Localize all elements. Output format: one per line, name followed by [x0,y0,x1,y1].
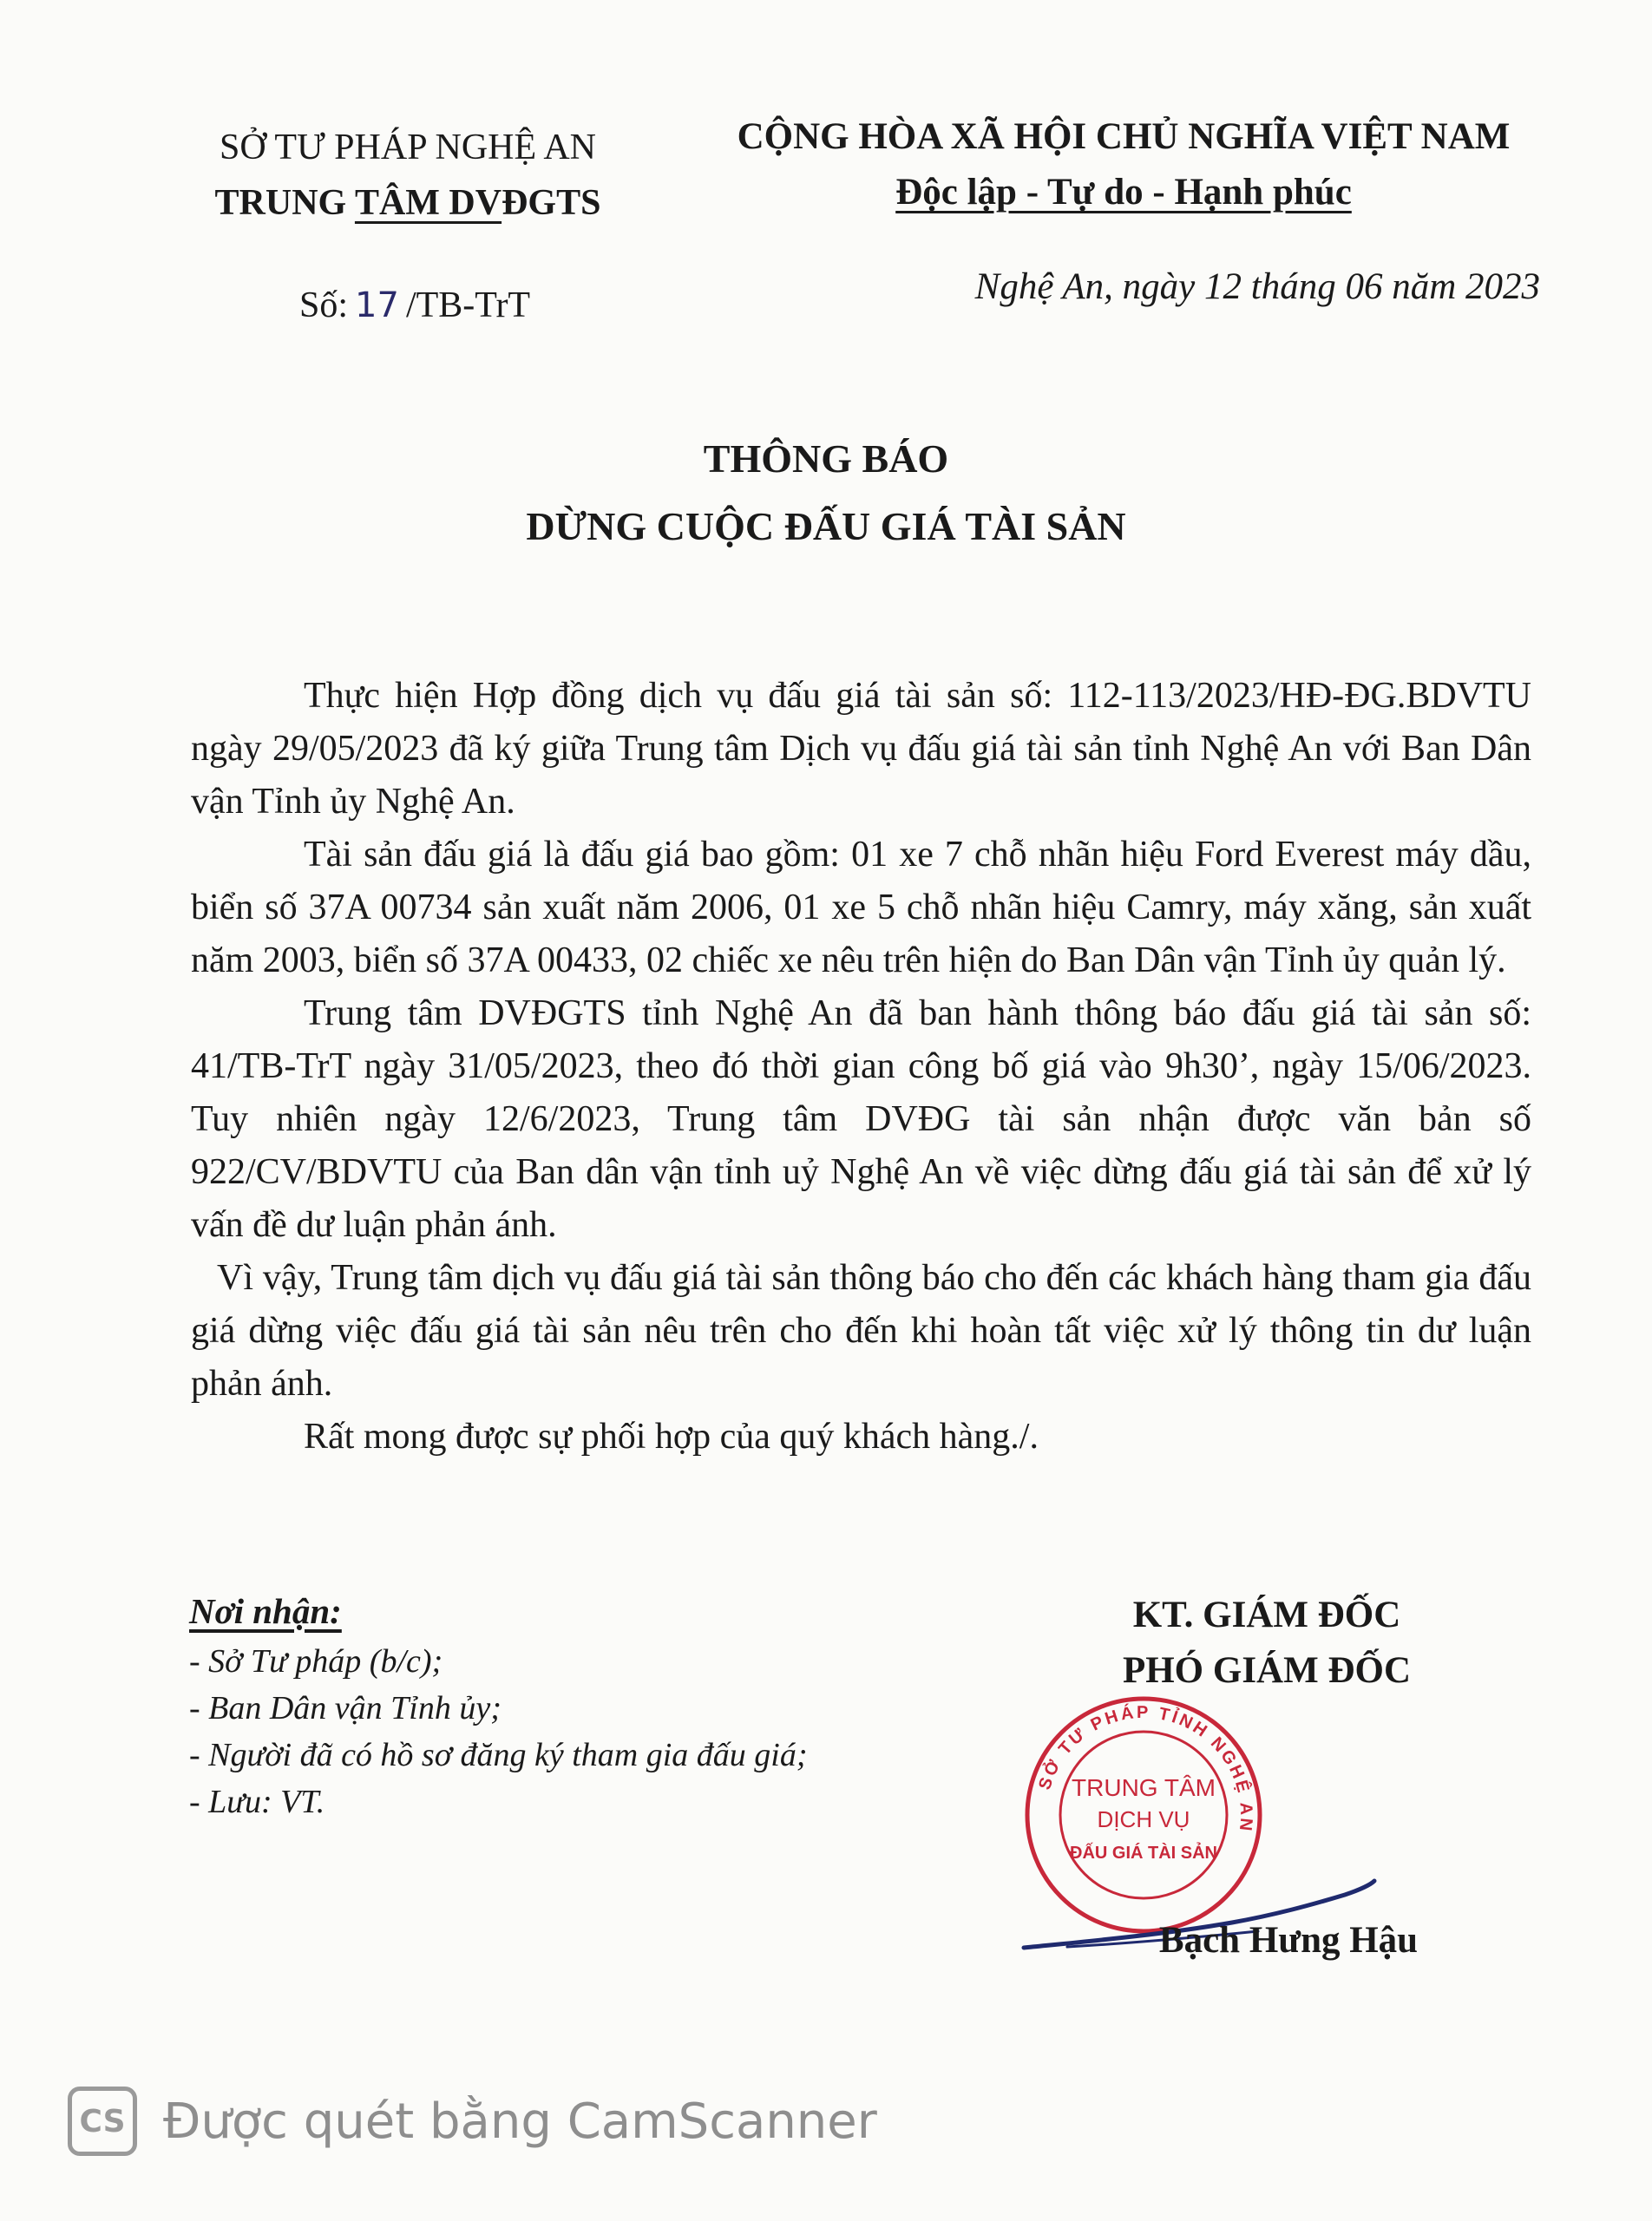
national-header [720,109,1527,220]
title-line-1: THÔNG BÁO [703,436,949,481]
body-paragraph: Rất mong được sự phối hợp của quý khách hàng./. [304,1417,1039,1457]
issuing-organization [139,120,677,231]
signer-name: Bạch Hưng Hậu [1158,1920,1419,1961]
seal-line-1: TRUNG TÂM [1072,1774,1216,1801]
recipient-item: - Lưu: VT. [189,1784,325,1820]
signature-title [1006,1588,1527,1699]
body-paragraph: Vì vậy, Trung tâm dịch vụ đấu giá tài sản thông báo cho đến các khách hàng tham gia đấu giá dừng việc đấu giá tài sản nêu trên cho đến khi hoàn tất việc xử lý thông tin dư luận phản ánh. [191,1258,1531,1404]
recipients-heading: Nơi nhận: [189,1591,342,1631]
signature-line-1: KT. GIÁM ĐỐC [1132,1595,1401,1635]
handwritten-number: 17 [355,285,399,325]
org-parent: SỞ TƯ PHÁP NGHỆ AN [220,128,596,167]
document-body [191,670,1531,1464]
recipient-item: - Ban Dân vận Tỉnh ủy; [189,1690,502,1726]
recipient-item: - Sở Tư pháp (b/c); [189,1643,443,1680]
body-paragraph: Tài sản đấu giá là đấu giá bao gồm: 01 xe 7 chỗ nhãn hiệu Ford Everest máy dầu, biển số 37A 00734 sản xuất năm 2006, 01 xe 5 chỗ nhãn hiệu Camry, máy xăng, sản xuất năm 2003, biển số 37A 00433, 02 chiếc xe nêu trên hiện do Ban Dân vận Tỉnh ủy quản lý. [191,835,1531,980]
country-name: CỘNG HÒA XÃ HỘI CHỦ NGHĨA VIỆT NAM [737,116,1511,157]
recipients-block [189,1588,901,1825]
national-motto: Độc lập - Tự do - Hạnh phúc [895,172,1352,213]
body-paragraph: Trung tâm DVĐGTS tỉnh Nghệ An đã ban hành thông báo đấu giá tài sản số: 41/TB-TrT ngày 31/05/2023, theo đó thời gian công bố giá vào 9h30’, ngày 15/06/2023. Tuy nhiên ngày 12/6/2023, Trung tâm DVĐG tài sản nhận được văn bản số 922/CV/BDVTU của Ban dân vận tỉnh uỷ Nghệ An về việc dừng đấu giá tài sản để xử lý vấn đề dư luận phản ánh. [191,993,1531,1245]
document-title [0,425,1652,560]
camscanner-watermark [68,2087,877,2156]
place-date: Nghệ An, ngày 12 tháng 06 năm 2023 [974,266,1540,307]
camscanner-logo-icon: CS [68,2087,137,2156]
document-number: Số: 17 /TB-TrT [299,285,531,325]
signature-line-2: PHÓ GIÁM ĐỐC [1122,1650,1412,1691]
seal-ring-text: SỞ TƯ PHÁP TỈNH NGHỆ AN [1035,1702,1256,1835]
title-line-2: DỪNG CUỘC ĐẤU GIÁ TÀI SẢN [526,504,1126,548]
body-paragraph: Thực hiện Hợp đồng dịch vụ đấu giá tài sản số: 112-113/2023/HĐ-ĐG.BDVTU ngày 29/05/2023 đã ký giữa Trung tâm Dịch vụ đấu giá tài sản tỉnh Nghệ An với Ban Dân vận Tỉnh ủy Nghệ An. [191,676,1531,822]
seal-line-3: ĐẤU GIÁ TÀI SẢN [1070,1844,1217,1863]
recipient-item: - Người đã có hồ sơ đăng ký tham gia đấu giá; [189,1737,808,1773]
watermark-text: Được quét bằng CamScanner [163,2093,877,2150]
seal-line-2: DỊCH VỤ [1097,1806,1190,1832]
org-name: TRUNG TÂM DVĐGTS [214,183,601,223]
